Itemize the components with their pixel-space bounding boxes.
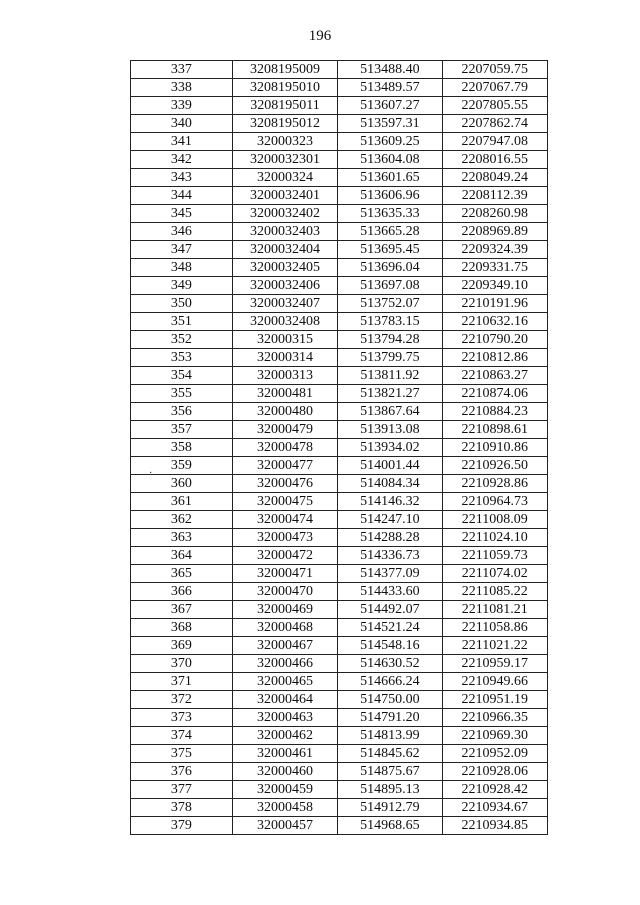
point-code-cell: 32000466 [232, 655, 337, 673]
table-row [131, 475, 548, 493]
table-row [131, 313, 548, 331]
y-coordinate-cell: 2207862.74 [442, 115, 547, 133]
table-row [131, 493, 548, 511]
x-coordinate-cell: 514548.16 [338, 637, 442, 655]
x-coordinate-cell: 514521.24 [338, 619, 442, 637]
x-coordinate-cell: 514813.99 [338, 727, 442, 745]
x-coordinate-cell: 513609.25 [338, 133, 442, 151]
x-coordinate-cell: 514084.34 [338, 475, 442, 493]
y-coordinate-cell: 2211024.10 [442, 529, 547, 547]
y-coordinate-cell: 2210952.09 [442, 745, 547, 763]
page-number: 196 [308, 28, 332, 44]
table-row [131, 619, 548, 637]
x-coordinate-cell: 514875.67 [338, 763, 442, 781]
point-number-cell: 350 [131, 295, 233, 313]
x-coordinate-cell: 513794.28 [338, 331, 442, 349]
x-coordinate-cell: 514247.10 [338, 511, 442, 529]
x-coordinate-cell: 513913.08 [338, 421, 442, 439]
x-coordinate-cell: 514666.24 [338, 673, 442, 691]
point-code-cell: 3200032401 [232, 187, 337, 205]
table-row [131, 511, 548, 529]
y-coordinate-cell: 2208016.55 [442, 151, 547, 169]
point-number-cell: 351 [131, 313, 233, 331]
y-coordinate-cell: 2207947.08 [442, 133, 547, 151]
point-code-cell: 32000480 [232, 403, 337, 421]
y-coordinate-cell: 2210928.06 [442, 763, 547, 781]
point-code-cell: 32000470 [232, 583, 337, 601]
table-row [131, 583, 548, 601]
point-number-cell: 362 [131, 511, 233, 529]
point-number-cell: 371 [131, 673, 233, 691]
point-code-cell: 32000324 [232, 169, 337, 187]
x-coordinate-cell: 513635.33 [338, 205, 442, 223]
y-coordinate-cell: 2210191.96 [442, 295, 547, 313]
x-coordinate-cell: 514146.32 [338, 493, 442, 511]
point-number-cell: 368 [131, 619, 233, 637]
point-number-cell: 369 [131, 637, 233, 655]
point-number-cell: 339 [131, 97, 233, 115]
table-row [131, 151, 548, 169]
point-code-cell: 32000467 [232, 637, 337, 655]
point-number-cell: 347 [131, 241, 233, 259]
point-number-cell: 353 [131, 349, 233, 367]
table-row [131, 79, 548, 97]
y-coordinate-cell: 2207059.75 [442, 61, 547, 79]
y-coordinate-cell: 2210959.17 [442, 655, 547, 673]
y-coordinate-cell: 2210812.86 [442, 349, 547, 367]
y-coordinate-cell: 2210966.35 [442, 709, 547, 727]
point-number-cell: 358 [131, 439, 233, 457]
y-coordinate-cell: 2211085.22 [442, 583, 547, 601]
x-coordinate-cell: 513697.08 [338, 277, 442, 295]
y-coordinate-cell: 2211021.22 [442, 637, 547, 655]
table-row [131, 187, 548, 205]
y-coordinate-cell: 2210934.85 [442, 817, 547, 835]
point-number-cell: 360 [131, 475, 233, 493]
table-row [131, 637, 548, 655]
y-coordinate-cell: 2210898.61 [442, 421, 547, 439]
point-number-cell: 378 [131, 799, 233, 817]
table-row [131, 655, 548, 673]
point-code-cell: 3208195011 [232, 97, 337, 115]
x-coordinate-cell: 513488.40 [338, 61, 442, 79]
y-coordinate-cell: 2209324.39 [442, 241, 547, 259]
y-coordinate-cell: 2207067.79 [442, 79, 547, 97]
y-coordinate-cell: 2210632.16 [442, 313, 547, 331]
table-row [131, 673, 548, 691]
x-coordinate-cell: 513752.07 [338, 295, 442, 313]
table-row [131, 367, 548, 385]
point-number-cell: 377 [131, 781, 233, 799]
table-row [131, 295, 548, 313]
y-coordinate-cell: 2211059.73 [442, 547, 547, 565]
point-number-cell: 349 [131, 277, 233, 295]
y-coordinate-cell: 2210910.86 [442, 439, 547, 457]
table-row [131, 565, 548, 583]
point-number-cell: 359 [131, 457, 233, 475]
y-coordinate-cell: 2209331.75 [442, 259, 547, 277]
table-row [131, 763, 548, 781]
table-row [131, 169, 548, 187]
point-number-cell: 340 [131, 115, 233, 133]
x-coordinate-cell: 514630.52 [338, 655, 442, 673]
x-coordinate-cell: 514912.79 [338, 799, 442, 817]
point-code-cell: 3200032406 [232, 277, 337, 295]
point-code-cell: 32000479 [232, 421, 337, 439]
point-number-cell: 356 [131, 403, 233, 421]
y-coordinate-cell: 2210790.20 [442, 331, 547, 349]
point-code-cell: 32000314 [232, 349, 337, 367]
table-row [131, 223, 548, 241]
y-coordinate-cell: 2211058.86 [442, 619, 547, 637]
point-code-cell: 32000468 [232, 619, 337, 637]
point-code-cell: 3200032301 [232, 151, 337, 169]
point-number-cell: 363 [131, 529, 233, 547]
point-code-cell: 32000477 [232, 457, 337, 475]
x-coordinate-cell: 514288.28 [338, 529, 442, 547]
point-number-cell: 375 [131, 745, 233, 763]
y-coordinate-cell: 2210884.23 [442, 403, 547, 421]
table-row [131, 241, 548, 259]
x-coordinate-cell: 514433.60 [338, 583, 442, 601]
point-code-cell: 32000474 [232, 511, 337, 529]
point-code-cell: 3200032404 [232, 241, 337, 259]
point-number-cell: 366 [131, 583, 233, 601]
point-number-cell: 361 [131, 493, 233, 511]
point-number-cell: 373 [131, 709, 233, 727]
table-row [131, 691, 548, 709]
point-code-cell: 3200032407 [232, 295, 337, 313]
x-coordinate-cell: 513934.02 [338, 439, 442, 457]
x-coordinate-cell: 513821.27 [338, 385, 442, 403]
point-number-cell: 338 [131, 79, 233, 97]
point-code-cell: 3200032408 [232, 313, 337, 331]
table-row [131, 133, 548, 151]
x-coordinate-cell: 513601.65 [338, 169, 442, 187]
point-code-cell: 32000459 [232, 781, 337, 799]
point-number-cell: 337 [131, 61, 233, 79]
y-coordinate-cell: 2210949.66 [442, 673, 547, 691]
table-row [131, 781, 548, 799]
table-row [131, 547, 548, 565]
point-code-cell: 32000460 [232, 763, 337, 781]
y-coordinate-cell: 2210934.67 [442, 799, 547, 817]
point-code-cell: 32000476 [232, 475, 337, 493]
point-number-cell: 354 [131, 367, 233, 385]
y-coordinate-cell: 2210969.30 [442, 727, 547, 745]
table-row [131, 205, 548, 223]
point-number-cell: 365 [131, 565, 233, 583]
point-code-cell: 32000473 [232, 529, 337, 547]
point-code-cell: 32000461 [232, 745, 337, 763]
x-coordinate-cell: 514377.09 [338, 565, 442, 583]
point-number-cell: 379 [131, 817, 233, 835]
table-body [131, 61, 548, 835]
point-number-cell: 355 [131, 385, 233, 403]
y-coordinate-cell: 2210964.73 [442, 493, 547, 511]
x-coordinate-cell: 513665.28 [338, 223, 442, 241]
x-coordinate-cell: 514968.65 [338, 817, 442, 835]
y-coordinate-cell: 2207805.55 [442, 97, 547, 115]
x-coordinate-cell: 513695.45 [338, 241, 442, 259]
y-coordinate-cell: 2211074.02 [442, 565, 547, 583]
x-coordinate-cell: 513811.92 [338, 367, 442, 385]
table-row [131, 457, 548, 475]
point-code-cell: 3208195009 [232, 61, 337, 79]
y-coordinate-cell: 2208049.24 [442, 169, 547, 187]
point-code-cell: 32000323 [232, 133, 337, 151]
point-number-cell: 370 [131, 655, 233, 673]
x-coordinate-cell: 513606.96 [338, 187, 442, 205]
y-coordinate-cell: 2210928.42 [442, 781, 547, 799]
point-number-cell: 376 [131, 763, 233, 781]
y-coordinate-cell: 2208969.89 [442, 223, 547, 241]
x-coordinate-cell: 513799.75 [338, 349, 442, 367]
table-row [131, 727, 548, 745]
point-code-cell: 3200032403 [232, 223, 337, 241]
y-coordinate-cell: 2210863.27 [442, 367, 547, 385]
table-row [131, 745, 548, 763]
y-coordinate-cell: 2211081.21 [442, 601, 547, 619]
point-number-cell: 352 [131, 331, 233, 349]
point-code-cell: 32000464 [232, 691, 337, 709]
x-coordinate-cell: 513604.08 [338, 151, 442, 169]
table-row [131, 61, 548, 79]
point-code-cell: 32000481 [232, 385, 337, 403]
point-number-cell: 374 [131, 727, 233, 745]
x-coordinate-cell: 513597.31 [338, 115, 442, 133]
table-row [131, 277, 548, 295]
table-row [131, 421, 548, 439]
y-coordinate-cell: 2208260.98 [442, 205, 547, 223]
point-code-cell: 32000313 [232, 367, 337, 385]
point-number-cell: 357 [131, 421, 233, 439]
point-code-cell: 32000469 [232, 601, 337, 619]
point-number-cell: 345 [131, 205, 233, 223]
x-coordinate-cell: 514492.07 [338, 601, 442, 619]
point-code-cell: 3208195010 [232, 79, 337, 97]
point-number-cell: 341 [131, 133, 233, 151]
point-number-cell: 346 [131, 223, 233, 241]
x-coordinate-cell: 513783.15 [338, 313, 442, 331]
y-coordinate-cell: 2210951.19 [442, 691, 547, 709]
x-coordinate-cell: 514750.00 [338, 691, 442, 709]
point-number-cell: 372 [131, 691, 233, 709]
coordinates-table [130, 60, 548, 835]
point-code-cell: 3208195012 [232, 115, 337, 133]
point-code-cell: 3200032402 [232, 205, 337, 223]
y-coordinate-cell: 2210928.86 [442, 475, 547, 493]
point-code-cell: 32000472 [232, 547, 337, 565]
table-row [131, 439, 548, 457]
point-code-cell: 32000478 [232, 439, 337, 457]
table-row [131, 259, 548, 277]
point-code-cell: 32000471 [232, 565, 337, 583]
table-row [131, 115, 548, 133]
table-row [131, 349, 548, 367]
point-code-cell: 3200032405 [232, 259, 337, 277]
x-coordinate-cell: 514791.20 [338, 709, 442, 727]
y-coordinate-cell: 2211008.09 [442, 511, 547, 529]
table-row [131, 709, 548, 727]
point-number-cell: 344 [131, 187, 233, 205]
table-row [131, 331, 548, 349]
table-row [131, 529, 548, 547]
point-code-cell: 32000465 [232, 673, 337, 691]
x-coordinate-cell: 514845.62 [338, 745, 442, 763]
point-code-cell: 32000458 [232, 799, 337, 817]
point-code-cell: 32000463 [232, 709, 337, 727]
y-coordinate-cell: 2208112.39 [442, 187, 547, 205]
x-coordinate-cell: 513867.64 [338, 403, 442, 421]
point-code-cell: 32000462 [232, 727, 337, 745]
x-coordinate-cell: 513696.04 [338, 259, 442, 277]
point-number-cell: 343 [131, 169, 233, 187]
point-number-cell: 342 [131, 151, 233, 169]
x-coordinate-cell: 514336.73 [338, 547, 442, 565]
table-row [131, 601, 548, 619]
x-coordinate-cell: 513607.27 [338, 97, 442, 115]
x-coordinate-cell: 513489.57 [338, 79, 442, 97]
point-code-cell: 32000457 [232, 817, 337, 835]
point-number-cell: 348 [131, 259, 233, 277]
point-code-cell: 32000315 [232, 331, 337, 349]
x-coordinate-cell: 514895.13 [338, 781, 442, 799]
point-code-cell: 32000475 [232, 493, 337, 511]
table-row [131, 385, 548, 403]
point-number-cell: 367 [131, 601, 233, 619]
y-coordinate-cell: 2210874.06 [442, 385, 547, 403]
table-row [131, 97, 548, 115]
y-coordinate-cell: 2209349.10 [442, 277, 547, 295]
y-coordinate-cell: 2210926.50 [442, 457, 547, 475]
point-number-cell: 364 [131, 547, 233, 565]
table-row [131, 403, 548, 421]
table-row [131, 817, 548, 835]
scan-speck: · [149, 468, 153, 479]
x-coordinate-cell: 514001.44 [338, 457, 442, 475]
table-row [131, 799, 548, 817]
